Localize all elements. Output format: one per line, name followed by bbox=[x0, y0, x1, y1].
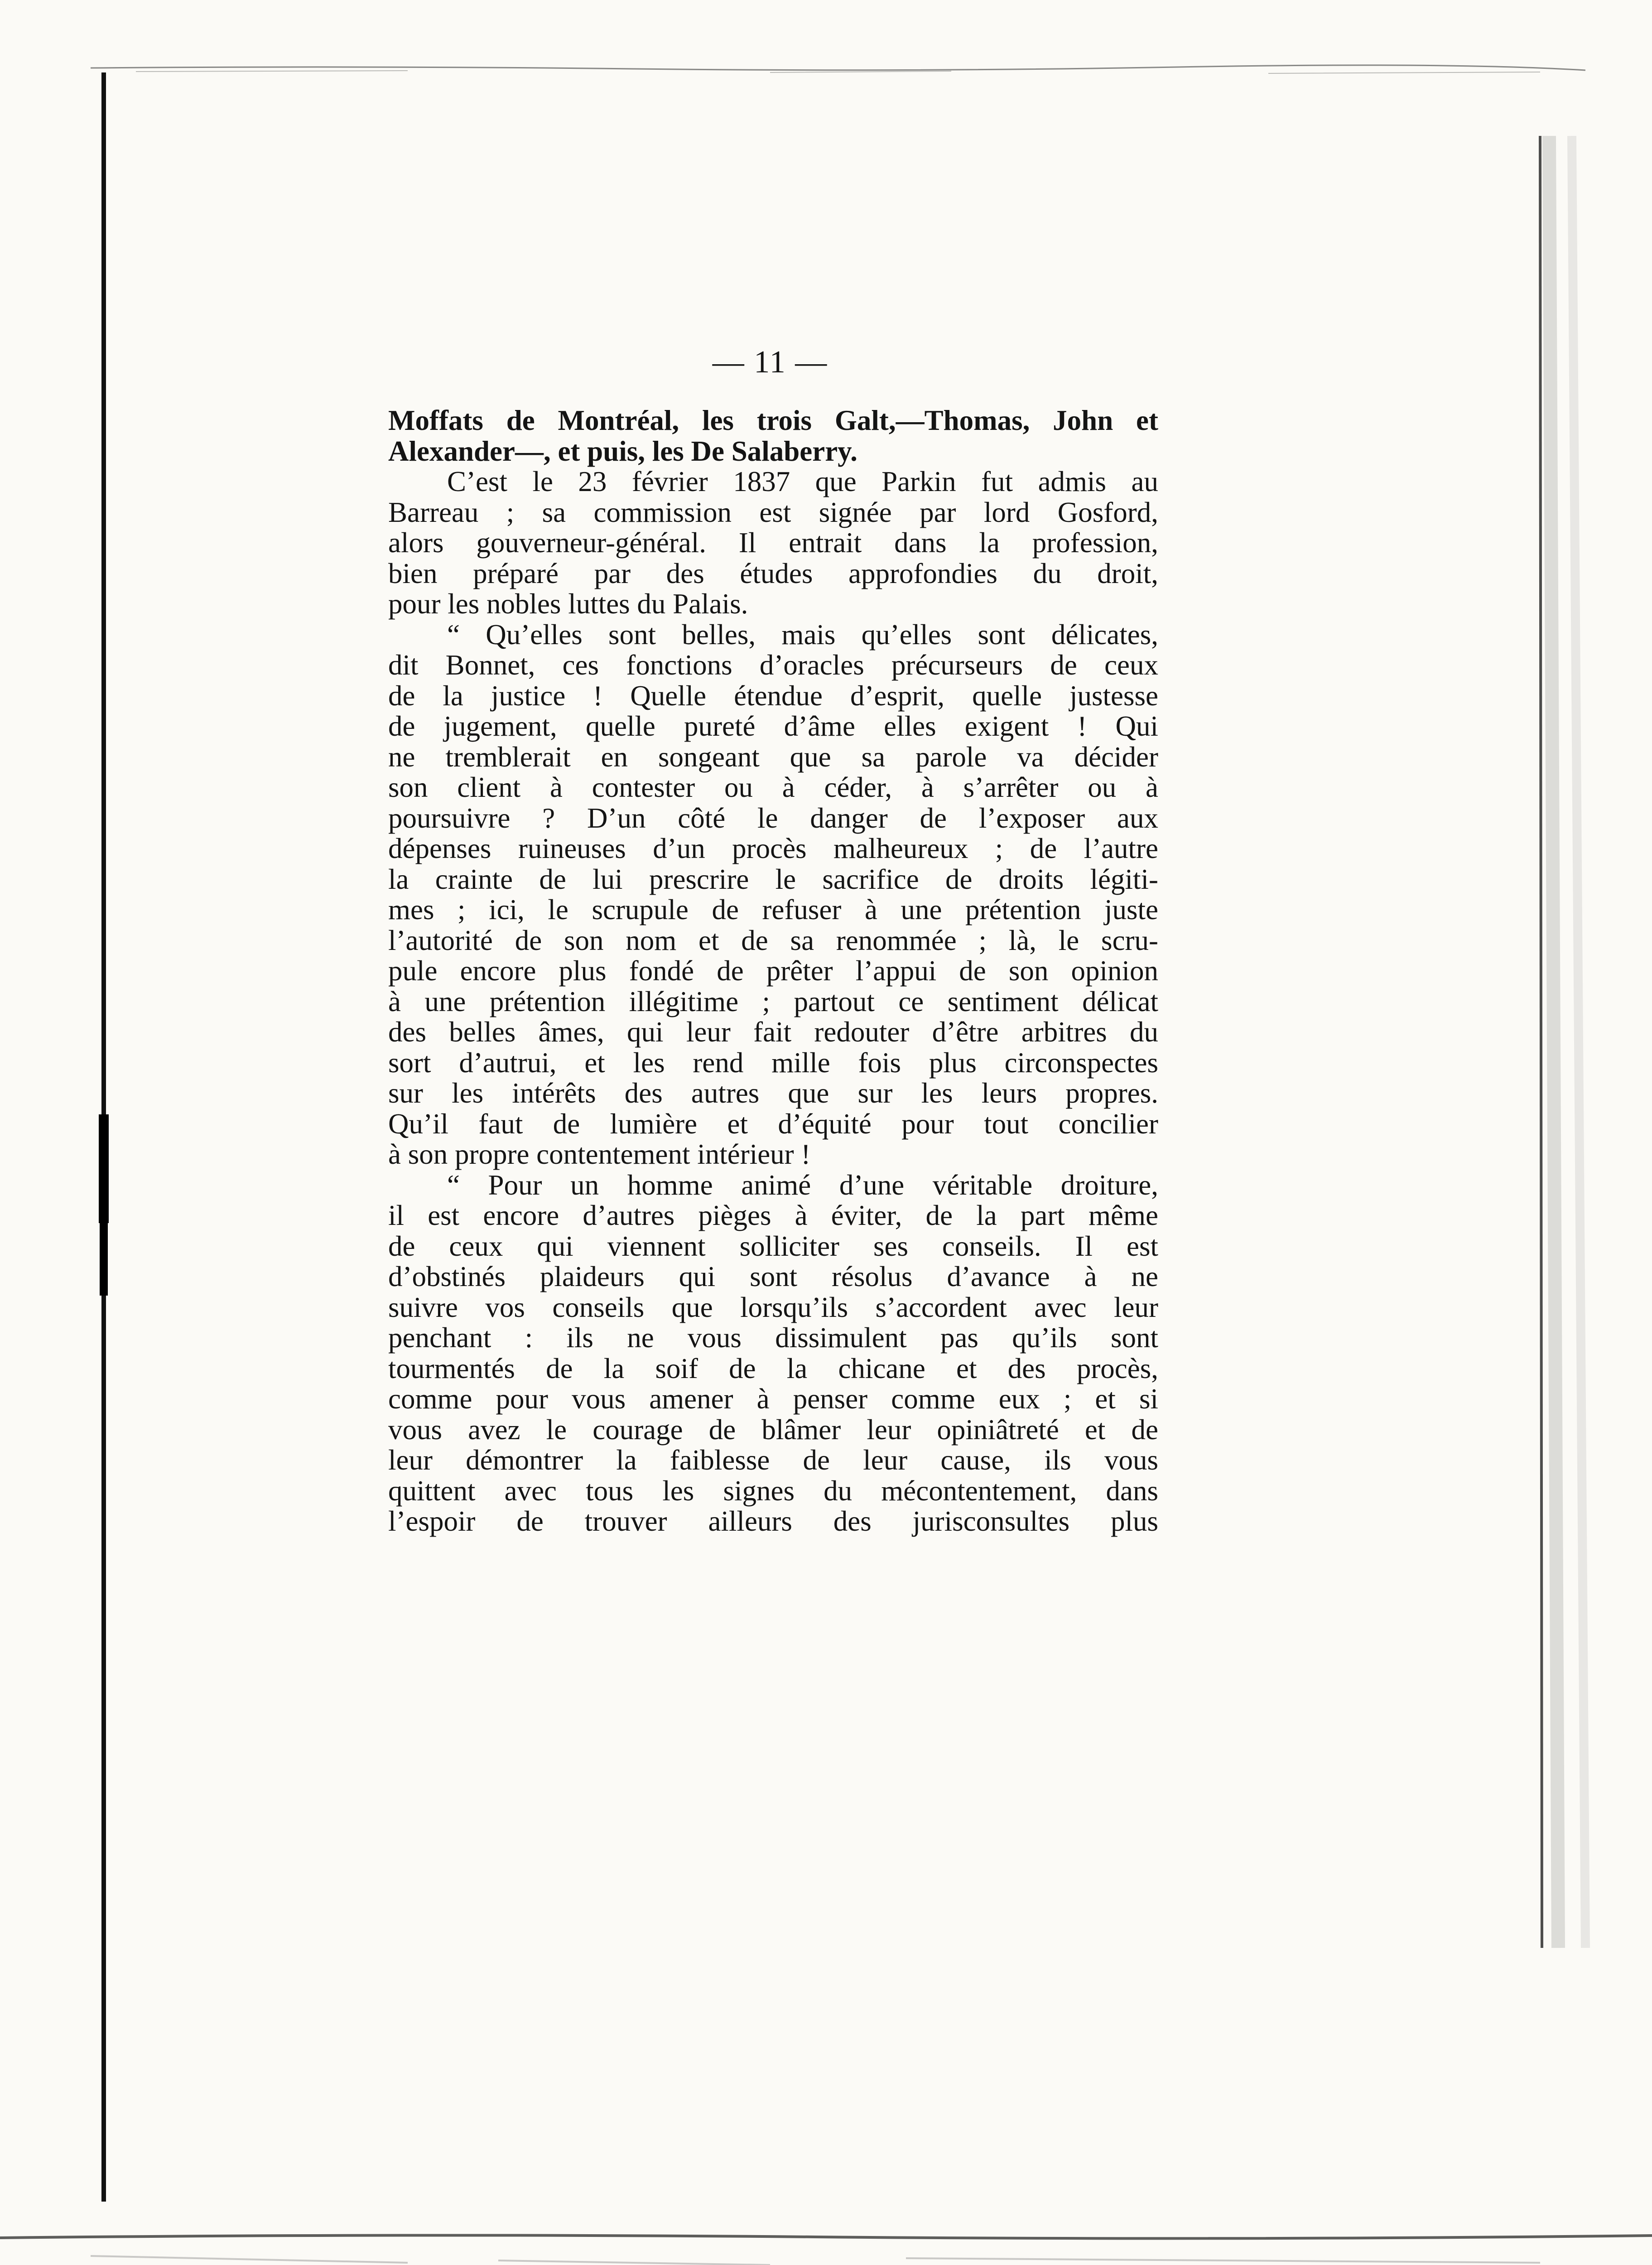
text-line: Qu’il faut de lumière et d’équité pour tout concilier bbox=[388, 1108, 1158, 1140]
text-line: de jugement, quelle pureté d’âme elles exigent ! Qui bbox=[388, 710, 1158, 742]
text-line: sort d’autrui, et les rend mille fois plus circonspectes bbox=[388, 1046, 1158, 1079]
text-line: pule encore plus fondé de prêter l’appui de son opinion bbox=[388, 955, 1158, 987]
text-line: tourmentés de la soif de la chicane et des procès, bbox=[388, 1352, 1158, 1384]
scan-edge-bottom bbox=[0, 2220, 1652, 2265]
page-number: — 11 — bbox=[712, 345, 828, 380]
text-line: vous avez le courage de blâmer leur opiniâtreté et de bbox=[388, 1413, 1158, 1446]
text-line: quittent avec tous les signes du mécontentement, dans bbox=[388, 1475, 1158, 1507]
scan-edge-left bbox=[97, 72, 112, 2202]
scan-edge-top bbox=[91, 54, 1585, 82]
text-line: il est encore d’autres pièges à éviter, de la part même bbox=[388, 1200, 1158, 1231]
text-line: l’espoir de trouver ailleurs des jurisconsultes plus bbox=[388, 1505, 1158, 1537]
text-line: dit Bonnet, ces fonctions d’oracles précurseurs de ceux bbox=[388, 649, 1158, 681]
text-line: bien préparé par des études approfondies du droit, bbox=[388, 557, 1158, 589]
text-line: “ Pour un homme animé d’une véritable droiture, bbox=[447, 1169, 1158, 1201]
text-line: dépenses ruineuses d’un procès malheureux ; de l’autre bbox=[388, 833, 1158, 864]
text-line: “ Qu’elles sont belles, mais qu’elles sont délicates, bbox=[447, 618, 1158, 651]
text-line: la crainte de lui prescrire le sacrifice de droits légiti- bbox=[388, 863, 1158, 895]
text-line: à son propre contentement intérieur ! bbox=[388, 1138, 811, 1170]
text-line: Barreau ; sa commission est signée par lord Gosford, bbox=[388, 496, 1158, 528]
text-line: Alexander—, et puis, les De Salaberry. bbox=[388, 435, 857, 467]
text-line: mes ; ici, le scrupule de refuser à une prétention juste bbox=[388, 894, 1158, 925]
text-line: poursuivre ? D’un côté le danger de l’exposer aux bbox=[388, 802, 1158, 834]
text-line: alors gouverneur-général. Il entrait dans la profession, bbox=[388, 527, 1158, 559]
text-line: de la justice ! Quelle étendue d’esprit, quelle justesse bbox=[388, 680, 1158, 712]
text-line: pour les nobles luttes du Palais. bbox=[388, 588, 748, 620]
text-line: leur démontrer la faiblesse de leur cause, ils vous bbox=[388, 1444, 1158, 1476]
body-text bbox=[388, 405, 1158, 1537]
text-line: de ceux qui viennent solliciter ses conseils. Il est bbox=[388, 1230, 1158, 1262]
text-line: C’est le 23 février 1837 que Parkin fut admis au bbox=[447, 466, 1158, 497]
text-line: des belles âmes, qui leur fait redouter d’être arbitres du bbox=[388, 1016, 1158, 1048]
text-line: ne tremblerait en songeant que sa parole va décider bbox=[388, 741, 1158, 773]
text-line: suivre vos conseils que lorsqu’ils s’accordent avec leur bbox=[388, 1291, 1158, 1323]
text-line: d’obstinés plaideurs qui sont résolus d’avance à ne bbox=[388, 1261, 1158, 1292]
text-line: à une prétention illégitime ; partout ce sentiment délicat bbox=[388, 985, 1158, 1017]
text-line: sur les intérêts des autres que sur les leurs propres. bbox=[388, 1077, 1158, 1109]
text-line: son client à contester ou à céder, à s’arrêter ou à bbox=[388, 771, 1158, 803]
text-line: penchant : ils ne vous dissimulent pas qu’ils sont bbox=[388, 1322, 1158, 1354]
text-line: l’autorité de son nom et de sa renommée ; là, le scru- bbox=[388, 924, 1158, 956]
scan-edge-right bbox=[1531, 136, 1604, 1948]
text-line: comme pour vous amener à penser comme eux ; et si bbox=[388, 1383, 1158, 1415]
text-line: Moffats de Montréal, les trois Galt,—Thomas, John et bbox=[388, 405, 1158, 436]
